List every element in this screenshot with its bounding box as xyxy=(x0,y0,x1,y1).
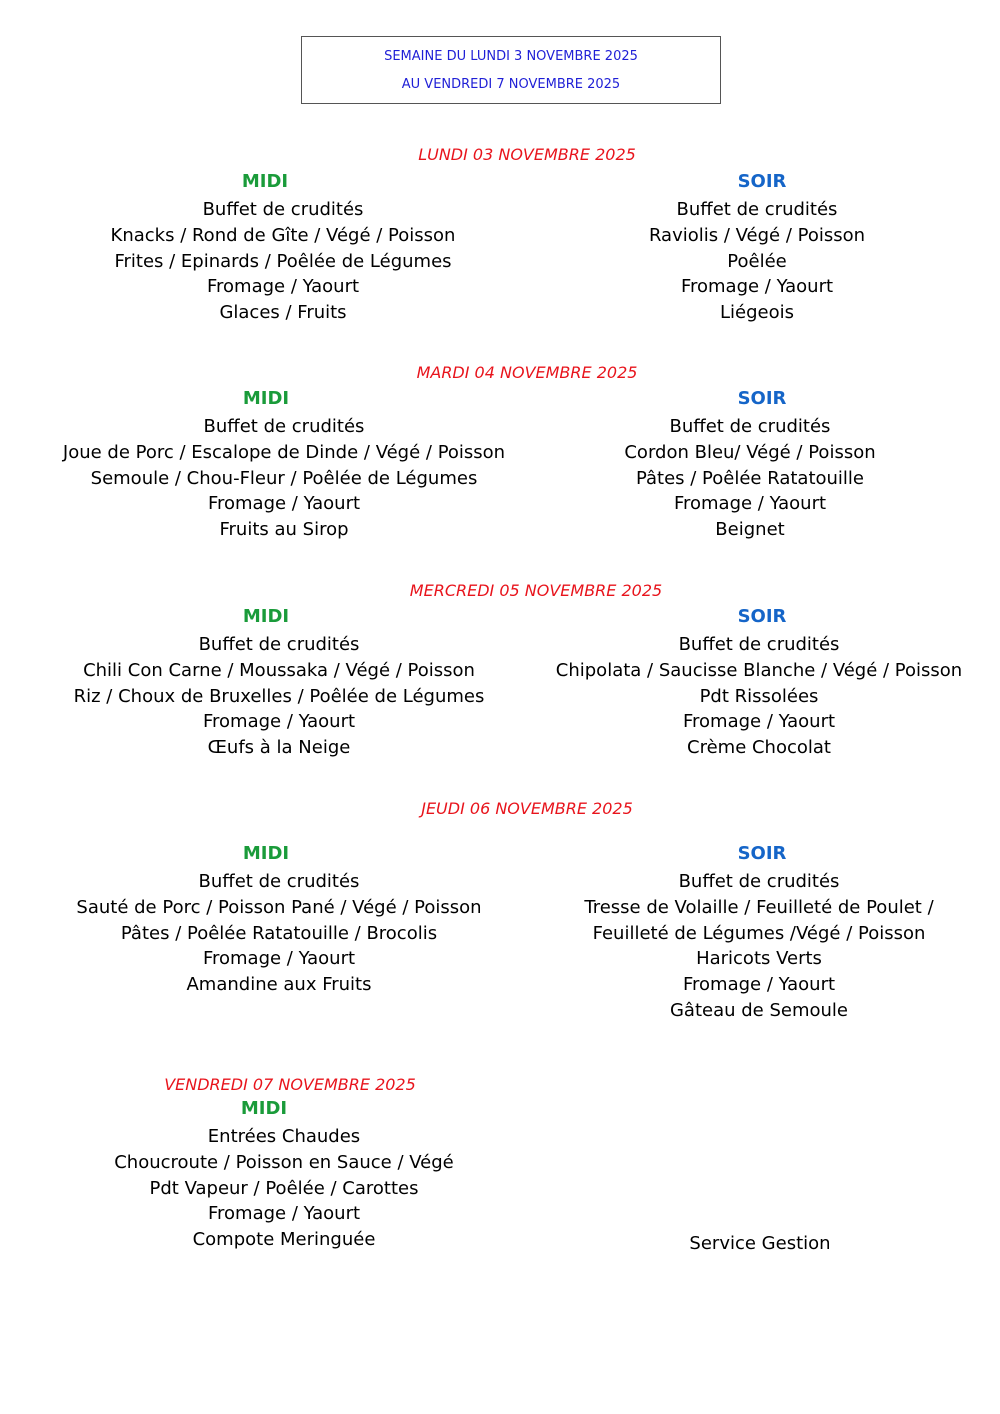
midi-label: MIDI xyxy=(242,843,290,864)
menu-item: Fromage / Yaourt xyxy=(207,493,361,515)
menu-item: Cordon Bleu/ Végé / Poisson xyxy=(624,441,876,463)
menu-item: Pdt Vapeur / Poêlée / Carottes xyxy=(149,1177,419,1199)
menu-item: Fromage / Yaourt xyxy=(673,493,827,515)
menu-item: Pâtes / Poêlée Ratatouille / Brocolis xyxy=(120,922,438,944)
menu-item: Fromage / Yaourt xyxy=(202,948,356,970)
menu-item: Sauté de Porc / Poisson Pané / Végé / Poisson xyxy=(76,896,482,918)
day-title-mercredi: MERCREDI 05 NOVEMBRE 2025 xyxy=(409,581,663,600)
menu-item: Fromage / Yaourt xyxy=(682,711,836,733)
menu-item: Semoule / Chou-Fleur / Poêlée de Légumes xyxy=(90,467,478,489)
mercredi-midi-column xyxy=(74,606,485,761)
midi-label: MIDI xyxy=(240,1098,288,1119)
menu-item: Pâtes / Poêlée Ratatouille xyxy=(635,467,865,489)
menu-item: Chipolata / Saucisse Blanche / Végé / Poisson xyxy=(555,659,963,681)
menu-item: Buffet de crudités xyxy=(202,199,364,220)
mardi-soir-column xyxy=(624,388,875,543)
menu-item: Fromage / Yaourt xyxy=(202,711,356,733)
menu-item: Haricots Verts xyxy=(696,948,822,970)
vendredi-midi-column xyxy=(114,1098,454,1253)
menu-item: Tresse de Volaille / Feuilleté de Poulet / xyxy=(584,896,934,918)
menu-item: Choucroute / Poisson en Sauce / Végé xyxy=(114,1151,454,1173)
jeudi-midi-column xyxy=(76,843,481,998)
menu-item: Entrées Chaudes xyxy=(207,1126,361,1147)
lundi-midi-column xyxy=(111,171,456,326)
menu-item: Gâteau de Semoule xyxy=(669,999,849,1021)
day-title-lundi: LUNDI 03 NOVEMBRE 2025 xyxy=(418,145,636,164)
menu-item: Joue de Porc / Escalope de Dinde / Végé / Poisson xyxy=(62,441,506,463)
menu-item: Buffet de crudités xyxy=(678,871,840,892)
menu-item: Raviolis / Végé / Poisson xyxy=(648,224,866,246)
service-signature: Service Gestion xyxy=(689,1233,831,1254)
menu-item: Buffet de crudités xyxy=(198,871,360,892)
menu-item: Glaces / Fruits xyxy=(219,302,347,324)
lundi-soir-column xyxy=(649,171,865,326)
menu-item: Amandine aux Fruits xyxy=(186,974,372,996)
mardi-midi-column xyxy=(63,388,505,543)
menu-item: Beignet xyxy=(715,519,785,541)
week-header-box xyxy=(301,36,721,104)
menu-item: Knacks / Rond de Gîte / Végé / Poisson xyxy=(110,224,456,246)
menu-item: Riz / Choux de Bruxelles / Poêlée de Légumes xyxy=(73,685,485,707)
midi-label: MIDI xyxy=(242,606,290,627)
menu-item: Liégeois xyxy=(719,302,794,324)
menu-item: Fromage / Yaourt xyxy=(682,974,836,996)
midi-label: MIDI xyxy=(241,171,289,192)
soir-label: SOIR xyxy=(737,606,787,627)
week-header-line1: SEMAINE DU LUNDI 3 NOVEMBRE 2025 xyxy=(384,49,638,64)
week-header-line2: AU VENDREDI 7 NOVEMBRE 2025 xyxy=(401,77,621,92)
soir-label: SOIR xyxy=(737,843,787,864)
day-title-jeudi: JEUDI 06 NOVEMBRE 2025 xyxy=(421,799,633,818)
menu-item: Fromage / Yaourt xyxy=(680,276,834,298)
menu-item: Chili Con Carne / Moussaka / Végé / Poisson xyxy=(83,659,475,681)
midi-label: MIDI xyxy=(242,388,290,409)
menu-item: Buffet de crudités xyxy=(676,199,838,220)
soir-label: SOIR xyxy=(737,388,787,409)
menu-item: Pdt Rissolées xyxy=(699,685,819,707)
menu-item: Crème Chocolat xyxy=(687,737,831,759)
menu-item: Fromage / Yaourt xyxy=(206,276,360,298)
day-title-mardi: MARDI 04 NOVEMBRE 2025 xyxy=(416,363,638,382)
menu-item: Feuilleté de Légumes /Végé / Poisson xyxy=(592,922,926,944)
day-title-vendredi: VENDREDI 07 NOVEMBRE 2025 xyxy=(164,1075,416,1094)
mercredi-soir-column xyxy=(556,606,962,761)
menu-item: Frites / Epinards / Poêlée de Légumes xyxy=(114,250,452,272)
soir-label: SOIR xyxy=(737,171,787,192)
menu-item: Buffet de crudités xyxy=(203,416,365,437)
menu-item: Fruits au Sirop xyxy=(219,519,349,541)
menu-item: Buffet de crudités xyxy=(198,634,360,655)
menu-item: Œufs à la Neige xyxy=(207,737,351,759)
jeudi-soir-column xyxy=(584,843,933,1024)
menu-item: Buffet de crudités xyxy=(678,634,840,655)
menu-item: Fromage / Yaourt xyxy=(207,1203,361,1225)
menu-item: Buffet de crudités xyxy=(669,416,831,437)
menu-item: Poêlée xyxy=(727,250,787,272)
menu-item: Compote Meringuée xyxy=(192,1229,376,1251)
